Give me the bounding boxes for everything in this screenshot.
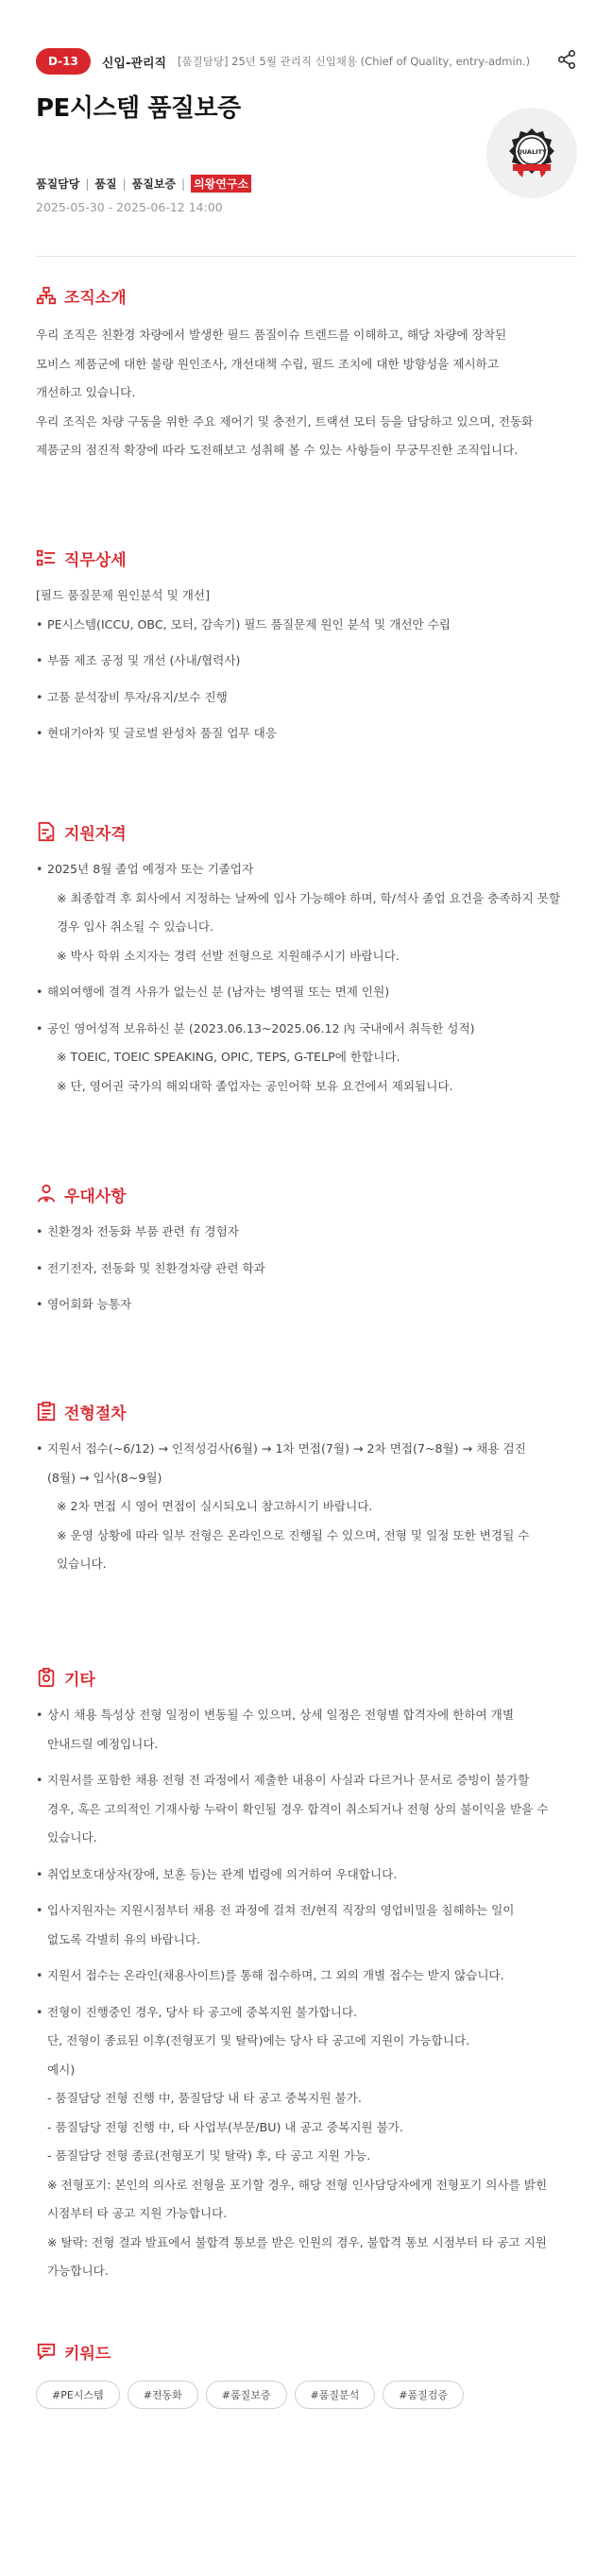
preference-list [36,1218,577,1320]
list-item [36,1435,577,1579]
keyword-chip[interactable]: #PE시스템 [36,2381,120,2409]
note-text: ※ 운영 상황에 따라 일부 전형은 온라인으로 진행될 수 있으며, 전형 및 일정 또한 변경될 수 [57,1527,530,1542]
list-item [36,1701,577,1759]
list-item [36,855,577,970]
list-item: • 지원서 접수는 온라인(채용사이트)를 통해 접수하며, 그 외의 개별 접수는 받지 않습니다. [36,1961,577,1991]
section-title: 키워드 [64,2344,111,2364]
list-item: • 영어회화 능통자 [36,1290,577,1320]
org-line: 우리 조직은 차량 구동을 위한 주요 제어기 및 충전기, 트랙션 모터 등을 담당하고 있으며, 전동화 [36,413,534,429]
list-item-text: 경우, 혹은 고의적인 기재사항 누락이 확인될 경우 합격이 취소되거나 전형 상의 불이익을 받을 수 [47,1801,549,1816]
svg-text:QUALITY: QUALITY [517,148,547,156]
job-tags: 품질담당 | 품질 | 품질보증 | 의왕연구소 [36,175,577,193]
category-label: 신입-관리직 [101,56,167,71]
page-title: PE시스템 품질보증 [36,94,241,123]
list-item: • 고품 분석장비 투자/유지/보수 진행 [36,683,577,713]
note-text: ※ 박사 학위 소지자는 경력 선발 전형으로 지원해주시기 바랍니다. [57,948,400,963]
message-icon [36,2341,57,2362]
list-item-text: 있습니다. [47,1830,97,1844]
tag-item-highlight: 의왕연구소 [191,175,251,193]
list-item-text: 없도록 각별히 유의 바랍니다. [47,1931,200,1946]
keyword-chip[interactable]: #품질보증 [206,2381,287,2409]
note-text: ※ 단, 영어권 국가의 해외대학 졸업자는 공인어학 보유 요건에서 제외됩니다. [57,1078,453,1093]
list-item-text: - 품질담당 전형 종료(전형포기 및 탈락) 후, 타 공고 지원 가능. [47,2148,371,2163]
tag-item: 품질 [94,177,117,191]
process-list [36,1435,577,1579]
task-list-icon [36,547,57,568]
list-item-text: - 품질담당 전형 진행 中, 타 사업부(부문/BU) 내 공고 중복지원 불가. [47,2119,403,2134]
list-item [36,1766,577,1853]
posting-subtitle: [품질담당] 25년 5월 관리직 신입채용 (Chief of Quality, entry-admin.) [178,55,531,68]
org-line: 개선하고 있습니다. [36,385,136,399]
section-qualification [36,819,577,1101]
section-process [36,1399,577,1579]
note-text: ※ 탈락: 전형 결과 발표에서 불합격 통보를 받은 인원의 경우, 불합격 통보 시점부터 타 공고 지원 [47,2234,547,2249]
tag-item: 품질담당 [36,177,80,191]
etc-list [36,1701,577,2286]
list-item-text: • 상시 채용 특성상 전형 일정이 변동될 수 있으며, 상세 일정은 전형별 합격자에 한하여 개별 [47,1708,515,1722]
section-duty [36,546,577,749]
person-star-icon [36,1184,57,1204]
note-text: 있습니다. [57,1557,107,1571]
quality-seal-icon [503,125,560,181]
note-text: ※ 2차 면접 시 영어 면접이 실시되오니 참고하시기 바랍니다. [57,1499,373,1513]
list-item: • 부품 제조 공정 및 개선 (사내/협력사) [36,647,577,676]
list-item [36,1015,577,1102]
list-item-text: • 입사지원자는 지원시점부터 채용 전 과정에 걸쳐 전/현직 직장의 영업비밀을 침해하는 일이 [47,1903,515,1917]
note-text: 가능합니다. [47,2264,109,2278]
quality-logo [486,108,577,198]
note-text: 경우 입사 취소될 수 있습니다. [57,919,214,934]
org-line: 제품군의 점진적 확장에 따라 도전해보고 성취해 볼 수 있는 사항들이 무궁무진한 조직입니다. [36,443,519,457]
list-item-text: 안내드릴 예정입니다. [47,1736,159,1751]
list-item: • PE시스템(ICCU, OBC, 모터, 감속기) 필드 품질문제 원인 분석 및 개선안 수립 [36,611,577,640]
qualification-list [36,855,577,1101]
keyword-list [36,2381,577,2409]
keyword-chip[interactable]: #품질분석 [295,2381,376,2409]
list-item: • 해외여행에 결격 사유가 없는신 분 (남자는 병역필 또는 면제 인원) [36,978,577,1007]
list-item: • 취업보호대상자(장애, 보훈 등)는 관계 법령에 의거하여 우대합니다. [36,1860,577,1890]
org-chart-icon [36,285,57,306]
section-title: 직무상세 [64,550,127,570]
section-title: 지원자격 [64,824,127,844]
list-item-text: (8월) → 입사(8~9월) [47,1470,162,1485]
duty-list [36,611,577,749]
list-item-text: • 지원서 접수(~6/12) → 인적성검사(6월) → 1차 면접(7월) → 2차 면접(7~8월) → 채용 검진 [47,1441,526,1456]
list-item: • 현대기아차 및 글로벌 완성차 품질 업무 대응 [36,719,577,749]
list-item-text: 단, 전형이 종료된 이후(전형포기 및 탈락)에는 당사 타 공고에 지원이 가능합니다. [47,2033,470,2047]
tag-item: 품질보증 [131,177,177,191]
section-title: 기타 [64,1670,95,1690]
list-item [36,1998,577,2286]
dday-badge: D-13 [36,48,91,75]
section-keyword [36,2339,577,2409]
note-text: 시점부터 타 공고 지원 가능합니다. [47,2206,228,2220]
section-title: 우대사항 [64,1187,127,1206]
list-item-text: 예시) [47,2062,76,2077]
list-item-text: • 전형이 진행중인 경우, 당사 타 공고에 중복지원 불가합니다. [47,2004,358,2019]
duty-heading: [필드 품질문제 원인분석 및 개선] [36,588,210,602]
keyword-chip[interactable]: #품질검증 [383,2381,464,2409]
section-etc [36,1665,577,2286]
section-title: 조직소개 [64,288,127,308]
posting-date: 2025-05-30 - 2025-06-12 14:00 [36,200,223,214]
share-icon[interactable] [556,49,577,70]
note-text: ※ 전형포기: 본인의 의사로 전형을 포기할 경우, 해당 전형 인사담당자에게 전형포기 의사를 밝힌 [47,2177,548,2192]
org-line: 모비스 제품군에 대한 불량 원인조사, 개선대책 수립, 필드 조치에 대한 방향성을 제시하고 [36,356,500,371]
badge-icon [36,1667,57,1688]
keyword-chip[interactable]: #전동화 [128,2381,198,2409]
section-preference [36,1182,577,1320]
list-item-text: - 품질담당 전형 진행 中, 품질담당 내 타 공고 중복지원 불가. [47,2091,362,2105]
note-text: ※ TOEIC, TOEIC SPEAKING, OPIC, TEPS, G-TELP에 한합니다. [57,1050,400,1064]
document-check-icon [36,821,57,842]
org-line: 우리 조직은 친환경 차량에서 발생한 필드 품질이슈 트렌드를 이해하고, 해당 차량에 장착된 [36,328,507,342]
list-item-text: • 2025년 8월 졸업 예정자 또는 기졸업자 [47,862,254,876]
list-item-text: • 공인 영어성적 보유하신 분 (2023.06.13~2025.06.12 內 국내에서 취득한 성적) [47,1020,475,1035]
section-title: 전형절차 [64,1404,127,1423]
clipboard-list-icon [36,1401,57,1422]
list-item [36,1896,577,1954]
list-item-text: • 지원서를 포함한 채용 전형 전 과정에서 제출한 내용이 사실과 다르거나 문서로 증빙이 불가할 [47,1773,530,1787]
list-item: • 친환경차 전동화 부품 관련 有 경험자 [36,1218,577,1247]
list-item: • 전기전자, 전동화 및 친환경차량 관련 학과 [36,1254,577,1284]
note-text: ※ 최종합격 후 회사에서 지정하는 날짜에 입사 가능해야 하며, 학/석사 졸업 요건을 충족하지 못할 [57,890,561,905]
header-divider [36,256,577,257]
section-org [36,283,577,465]
posting-header [36,0,577,257]
